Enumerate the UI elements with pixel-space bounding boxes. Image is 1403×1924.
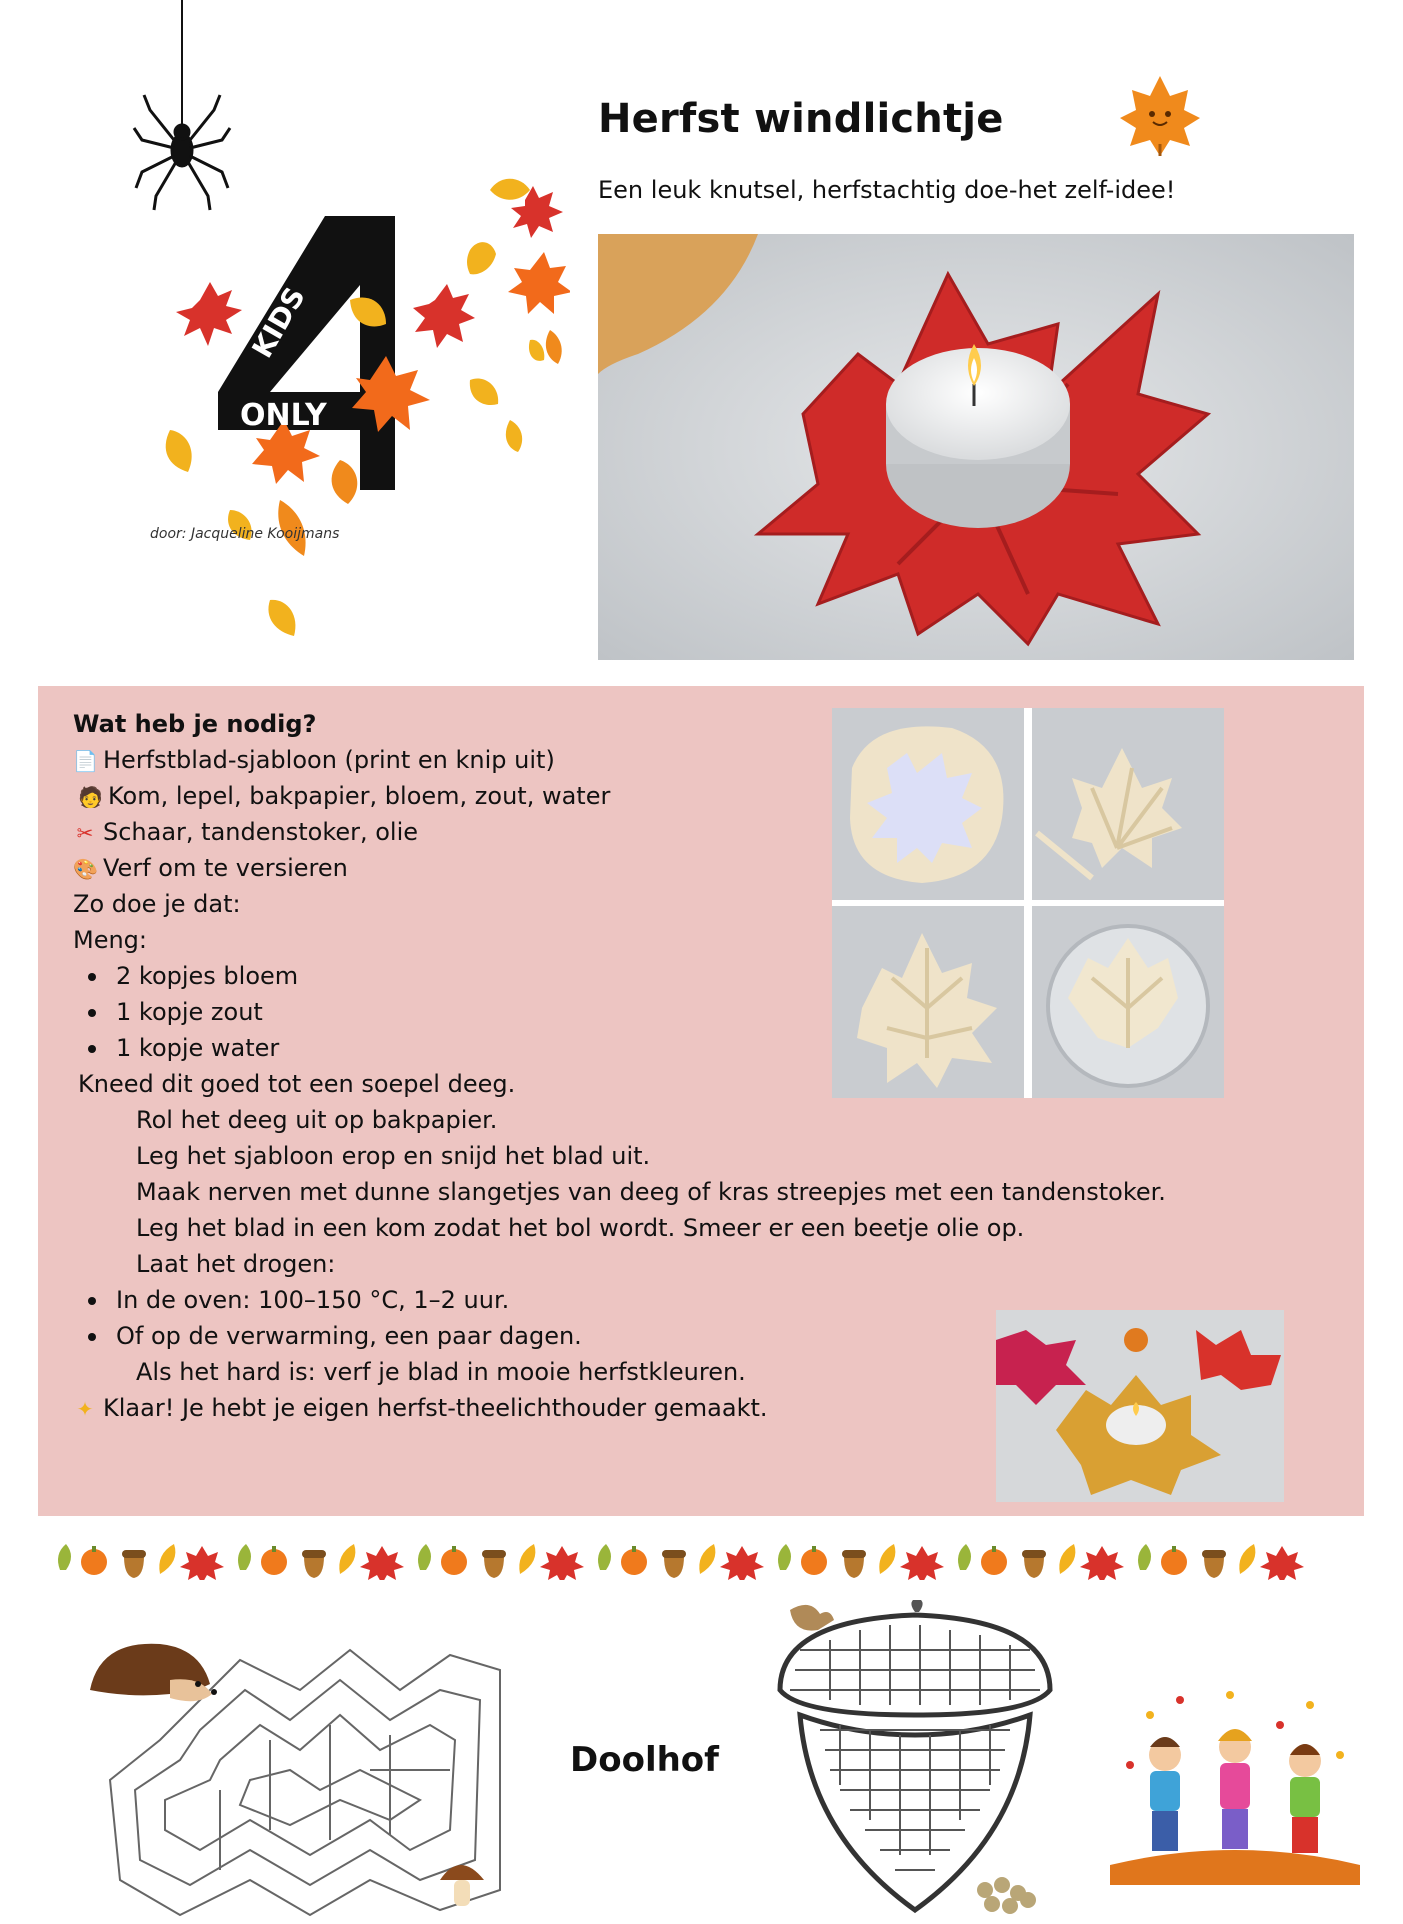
hero-photo-candle-holder xyxy=(598,234,1354,660)
step-text: Rol het deeg uit op bakpapier. xyxy=(136,1106,498,1134)
palette-icon: 🎨 xyxy=(73,857,98,881)
page-subtitle: Een leuk knutsel, herfstachtig doe-het zelf-idee! xyxy=(598,176,1176,204)
supply-item: ✂ Schaar, tandenstoker, olie xyxy=(73,817,418,848)
maze-label: Doolhof xyxy=(570,1740,719,1780)
step-photo-veins xyxy=(1032,708,1224,900)
logo-four-shape xyxy=(218,216,395,490)
mix-label: Meng: xyxy=(73,926,148,954)
hedgehog-icon xyxy=(90,1644,217,1701)
supply-item: 📄 Herfstblad-sjabloon (print en knip uit) xyxy=(73,746,555,774)
list-item: 1 kopje zout xyxy=(88,997,263,1027)
supply-item: 🎨 Verf om te versieren xyxy=(73,854,348,882)
steps-photo-grid xyxy=(832,708,1224,1098)
list-item: Of op de verwarming, een paar dagen. xyxy=(88,1321,582,1351)
cook-icon: 🧑 xyxy=(78,785,103,809)
supply-item: 🧑 Kom, lepel, bakpapier, bloem, zout, water xyxy=(78,782,611,810)
child-figure xyxy=(1149,1737,1181,1851)
done-text: ✦ Klaar! Je hebt je eigen herfst-theelichthouder gemaakt. xyxy=(73,1393,768,1424)
step-photo-bowl xyxy=(1032,906,1224,1098)
list-item: 1 kopje water xyxy=(88,1033,279,1063)
page-title: Herfst windlichtje xyxy=(598,96,1004,142)
how-heading: Zo doe je dat: xyxy=(73,890,241,918)
acorn-pile-icon xyxy=(977,1877,1036,1914)
step-photo-template xyxy=(832,708,1024,900)
acorn-maze xyxy=(770,1600,1060,1920)
step-photo-leaf xyxy=(832,906,1024,1098)
list-item: 2 kopjes bloem xyxy=(88,961,298,991)
step-text: Leg het sjabloon erop en snijd het blad uit. xyxy=(136,1142,651,1170)
child-figure xyxy=(1218,1729,1252,1849)
playing-kids-illustration xyxy=(1110,1685,1360,1885)
step-text: Leg het blad in een kom zodat het bol wordt. Smeer er een beetje olie op. xyxy=(136,1214,1025,1242)
document-icon: 📄 xyxy=(73,749,98,773)
author-credit: door: Jacqueline Kooijmans xyxy=(150,526,340,542)
child-figure xyxy=(1289,1744,1321,1853)
hedgehog-maze xyxy=(70,1630,520,1920)
list-item: In de oven: 100–150 °C, 1–2 uur. xyxy=(88,1285,509,1315)
sparkle-icon: ✦ xyxy=(76,1397,94,1421)
squirrel-icon xyxy=(790,1605,834,1631)
smiling-leaf-icon xyxy=(1120,74,1200,156)
logo-graphic xyxy=(70,0,570,660)
autumn-border xyxy=(52,1540,1352,1580)
paint-text: Als het hard is: verf je blad in mooie herfstkleuren. xyxy=(136,1358,746,1386)
result-photo xyxy=(996,1310,1284,1502)
logo-kids-text: KIDS xyxy=(245,281,312,364)
kids-only-logo xyxy=(70,0,570,660)
step-text: Laat het drogen: xyxy=(136,1250,336,1278)
logo-only-text: ONLY xyxy=(240,398,327,433)
scissors-icon: ✂ xyxy=(76,821,94,845)
supplies-heading: Wat heb je nodig? xyxy=(73,710,317,738)
knead-text: Kneed dit goed tot een soepel deeg. xyxy=(78,1070,516,1098)
autumn-border-graphic xyxy=(52,1540,1352,1580)
step-text: Maak nerven met dunne slangetjes van deeg of kras streepjes met een tandenstoker. xyxy=(136,1178,1166,1206)
